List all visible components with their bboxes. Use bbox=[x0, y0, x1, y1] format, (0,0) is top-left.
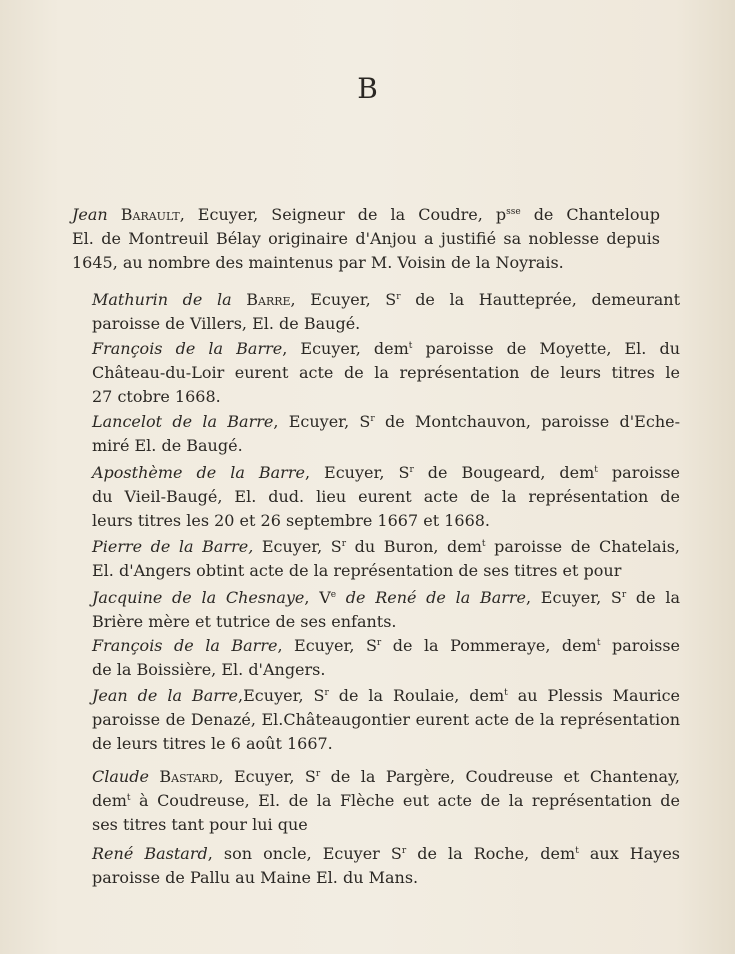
superscript: r bbox=[396, 292, 401, 302]
superscript: r bbox=[401, 846, 407, 856]
text-run: du Buron, dem bbox=[346, 537, 482, 556]
text-run: au Plessis Maurice bbox=[507, 686, 681, 705]
text-line bbox=[92, 509, 680, 533]
superscript: r bbox=[341, 539, 347, 549]
section-letter: B bbox=[357, 72, 378, 105]
entry-lancelot-barre bbox=[72, 410, 680, 458]
text-run: de la Boissière, El. d'Angers. bbox=[92, 660, 326, 680]
entry-pierre-barre bbox=[72, 535, 680, 583]
text-line bbox=[92, 385, 680, 409]
text-line bbox=[92, 708, 680, 732]
text-run: , V bbox=[304, 588, 331, 607]
surname: Barre bbox=[246, 290, 291, 309]
text-line bbox=[72, 203, 660, 227]
text-run: paroisse bbox=[597, 463, 680, 482]
text-line bbox=[92, 610, 680, 634]
superscript: r bbox=[370, 414, 375, 424]
italic-name: Jean bbox=[72, 205, 121, 224]
text-line bbox=[92, 288, 680, 312]
superscript: r bbox=[409, 465, 414, 475]
entry-jacquine-chesnaye bbox=[72, 586, 680, 634]
entry-francois-barre-moyette bbox=[72, 337, 680, 410]
surname: Bastard bbox=[159, 767, 219, 786]
superscript: t bbox=[408, 341, 413, 351]
text-run: de Bougeard, dem bbox=[413, 463, 595, 482]
superscript: sse bbox=[506, 207, 521, 217]
text-run: , Ecuyer, Seigneur de la Coudre, p bbox=[179, 205, 507, 224]
text-run: dem bbox=[92, 791, 127, 811]
text-line bbox=[92, 361, 680, 385]
entry-mathurin-barre bbox=[72, 288, 680, 336]
text-run: , Ecuyer, S bbox=[290, 290, 397, 309]
superscript: r bbox=[324, 688, 329, 698]
text-run: de Montchauvon, paroisse d'Eche- bbox=[374, 412, 681, 431]
superscript: r bbox=[621, 590, 627, 600]
superscript: t bbox=[596, 638, 601, 648]
text-run: de la Pargère, Coudreuse et Chantenay, bbox=[320, 767, 680, 786]
text-run: du Vieil-Baugé, El. dud. lieu eurent acte de la représentation de bbox=[92, 487, 680, 507]
text-run: de la Hautteprée, demeurant bbox=[400, 290, 681, 309]
italic-name: Claude bbox=[92, 767, 160, 786]
text-run: El. d'Angers obtint acte de la représentation de ses titres et pour bbox=[92, 561, 622, 581]
superscript: t bbox=[575, 846, 579, 856]
text-run: 1645, au nombre des maintenus par M. Voisin de la Noyrais. bbox=[72, 253, 564, 273]
text-line bbox=[92, 337, 680, 361]
text-run: paroisse de Moyette, El. du bbox=[412, 339, 681, 358]
text-run: leurs titres les 20 et 26 septembre 1667 et 1668. bbox=[92, 511, 491, 531]
text-run: , Ecuyer, S bbox=[526, 588, 622, 607]
superscript: r bbox=[376, 638, 382, 648]
text-line bbox=[92, 684, 680, 708]
italic-name: Pierre de la Barre, bbox=[92, 537, 254, 556]
italic-name: Jean de la Barre bbox=[92, 686, 239, 705]
text-run: de la Roche, dem bbox=[406, 844, 576, 863]
text-run: de Chanteloup bbox=[520, 205, 661, 224]
italic-name: Aposthème de la Barre bbox=[92, 463, 305, 482]
text-run: ,Ecuyer, S bbox=[238, 686, 325, 705]
text-run: de leurs titres le 6 août 1667. bbox=[92, 734, 333, 754]
entry-rene-bastard bbox=[72, 842, 680, 890]
text-run: Château-du-Loir eurent acte de la représentation de leurs titres le bbox=[92, 363, 680, 383]
superscript: t bbox=[504, 688, 508, 698]
text-run: Ecuyer, S bbox=[253, 537, 342, 556]
text-run: à Coudreuse, El. de la Flèche eut acte de la représentation de bbox=[130, 791, 680, 811]
text-line bbox=[92, 312, 680, 336]
text-run: paroisse bbox=[600, 636, 681, 655]
text-run: , Ecuyer, dem bbox=[282, 339, 409, 358]
text-run: , son oncle, Ecuyer S bbox=[207, 844, 402, 863]
entry-claude-bastard bbox=[72, 765, 680, 838]
text-line bbox=[92, 866, 680, 890]
entry-barault bbox=[72, 203, 660, 276]
entry-francois-barre-pommeraye bbox=[72, 634, 680, 682]
italic-name: de René de la Barre bbox=[336, 588, 527, 607]
text-run: ses titres tant pour lui que bbox=[92, 815, 308, 835]
superscript: r bbox=[315, 769, 321, 779]
text-run: , Ecuyer, S bbox=[218, 767, 316, 786]
text-line bbox=[92, 765, 680, 789]
text-line bbox=[92, 434, 680, 458]
superscript: t bbox=[594, 465, 598, 475]
text-line bbox=[92, 559, 680, 583]
entry-aposteme-barre bbox=[72, 461, 680, 534]
text-run: paroisse de Denazé, El.Châteaugontier eurent acte de la représentation bbox=[92, 710, 680, 730]
text-line bbox=[92, 535, 680, 559]
italic-name: Jacquine de la Chesnaye bbox=[92, 588, 305, 607]
entry-jean-barre bbox=[72, 684, 680, 757]
superscript: t bbox=[481, 539, 486, 549]
text-run: , Ecuyer, S bbox=[277, 636, 377, 655]
text-run: de la Roulaie, dem bbox=[328, 686, 505, 705]
text-run: aux Hayes bbox=[578, 844, 681, 863]
text-run: paroisse de Chatelais, bbox=[485, 537, 681, 556]
italic-name: Mathurin de la bbox=[92, 290, 247, 309]
text-run: 27 ctobre 1668. bbox=[92, 387, 221, 407]
text-line bbox=[92, 586, 680, 610]
text-line bbox=[92, 842, 680, 866]
text-run: de la Pommeraye, dem bbox=[381, 636, 597, 655]
surname: Barault bbox=[120, 205, 180, 224]
text-run: , Ecuyer, S bbox=[304, 463, 410, 482]
italic-name: Lancelot de la Barre bbox=[92, 412, 274, 431]
text-run: , Ecuyer, S bbox=[273, 412, 371, 431]
text-line bbox=[92, 461, 680, 485]
text-line bbox=[92, 732, 680, 756]
superscript: e bbox=[330, 590, 337, 600]
text-run: miré El. de Baugé. bbox=[92, 436, 243, 456]
text-line bbox=[92, 813, 680, 837]
text-line bbox=[92, 485, 680, 509]
text-line bbox=[92, 658, 680, 682]
text-run: El. de Montreuil Bélay originaire d'Anjou a justifié sa noblesse depuis bbox=[72, 229, 660, 249]
italic-name: René Bastard bbox=[92, 844, 208, 863]
text-line bbox=[72, 227, 660, 251]
text-line bbox=[92, 789, 680, 813]
text-run: paroisse de Villers, El. de Baugé. bbox=[92, 314, 361, 334]
superscript: t bbox=[126, 793, 131, 804]
italic-name: François de la Barre bbox=[92, 636, 278, 655]
italic-name: François de la Barre bbox=[92, 339, 283, 358]
text-run: Brière mère et tutrice de ses enfants. bbox=[92, 612, 397, 632]
text-line bbox=[92, 634, 680, 658]
text-run: de la bbox=[626, 588, 680, 607]
text-line bbox=[72, 251, 660, 275]
text-run: paroisse de Pallu au Maine El. du Mans. bbox=[92, 868, 419, 888]
text-line bbox=[92, 410, 680, 434]
